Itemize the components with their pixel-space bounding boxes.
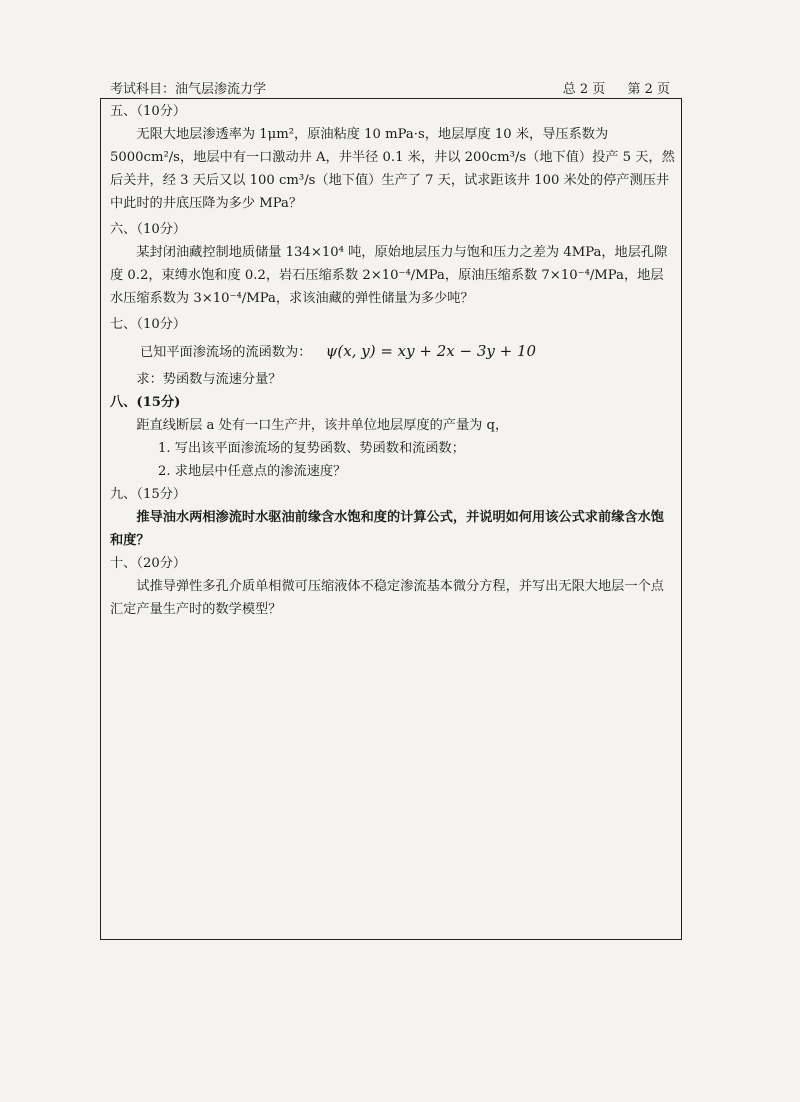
question-title: 八、(15分) bbox=[110, 395, 181, 410]
sub-question-item: 2. 求地层中任意点的渗流速度？ bbox=[158, 464, 347, 479]
question-6 bbox=[110, 218, 676, 310]
question-body: 距直线断层 a 处有一口生产井，该井单位地层厚度的产量为 q， bbox=[136, 418, 509, 433]
sub-question-list bbox=[110, 437, 676, 483]
current-page: 第 2 页 bbox=[627, 82, 670, 97]
question-8 bbox=[110, 391, 676, 483]
question-title: 六、（10分） bbox=[110, 222, 187, 237]
question-9 bbox=[110, 483, 676, 552]
formula-intro: 已知平面渗流场的流函数为： bbox=[140, 345, 312, 360]
stream-function-line bbox=[110, 340, 676, 364]
exam-subject: 考试科目：油气层渗流力学 bbox=[110, 82, 267, 97]
question-body: 推导油水两相渗流时水驱油前缘含水饱和度的计算公式，并说明如何用该公式求前缘含水饱和度？ bbox=[110, 510, 664, 548]
bleed-through-handwriting bbox=[700, 40, 800, 940]
question-title: 九、（15分） bbox=[110, 487, 187, 502]
question-5 bbox=[110, 100, 676, 215]
stream-function-formula: ψ(x, y) = xy + 2x − 3y + 10 bbox=[325, 342, 537, 360]
question-title: 七、（10分） bbox=[110, 317, 187, 332]
question-10 bbox=[110, 552, 676, 621]
question-body: 某封闭油藏控制地质储量 134×10⁴ 吨，原始地层压力与饱和压力之差为 4MPa，地层孔隙度 0.2，束缚水饱和度 0.2，岩石压缩系数 2×10⁻⁴/MPa，原油压缩系数 7×10⁻⁴/MPa，地层水压缩系数为 3×10⁻⁴/MPa，求该油藏的弹性储量为多少吨？ bbox=[110, 245, 668, 306]
page-header bbox=[110, 74, 670, 98]
question-body: 无限大地层渗透率为 1μm²，原油粘度 10 mPa·s，地层厚度 10 米，导压系数为 5000cm²/s，地层中有一口激动井 A，井半径 0.1 米，井以 200cm³/s（地下值）投产 5 天，然后关井，经 3 天后又以 100 cm³/s（地下值）生产了 7 天，试求距该井 100 米处的停产测压井中此时的井底压降为多少 MPa？ bbox=[110, 127, 675, 211]
sub-question-item: 1. 写出该平面渗流场的复势函数、势函数和流函数； bbox=[158, 441, 465, 456]
total-pages: 总 2 页 bbox=[562, 82, 606, 97]
question-ask: 求：势函数与流速分量？ bbox=[136, 372, 282, 387]
question-7 bbox=[110, 313, 676, 391]
page-count bbox=[545, 78, 670, 97]
exam-content bbox=[110, 100, 676, 621]
question-title: 五、（10分） bbox=[110, 104, 187, 119]
question-title: 十、（20分） bbox=[110, 556, 187, 571]
question-body: 试推导弹性多孔介质单相微可压缩液体不稳定渗流基本微分方程，并写出无限大地层一个点汇定产量生产时的数学模型？ bbox=[110, 579, 664, 617]
